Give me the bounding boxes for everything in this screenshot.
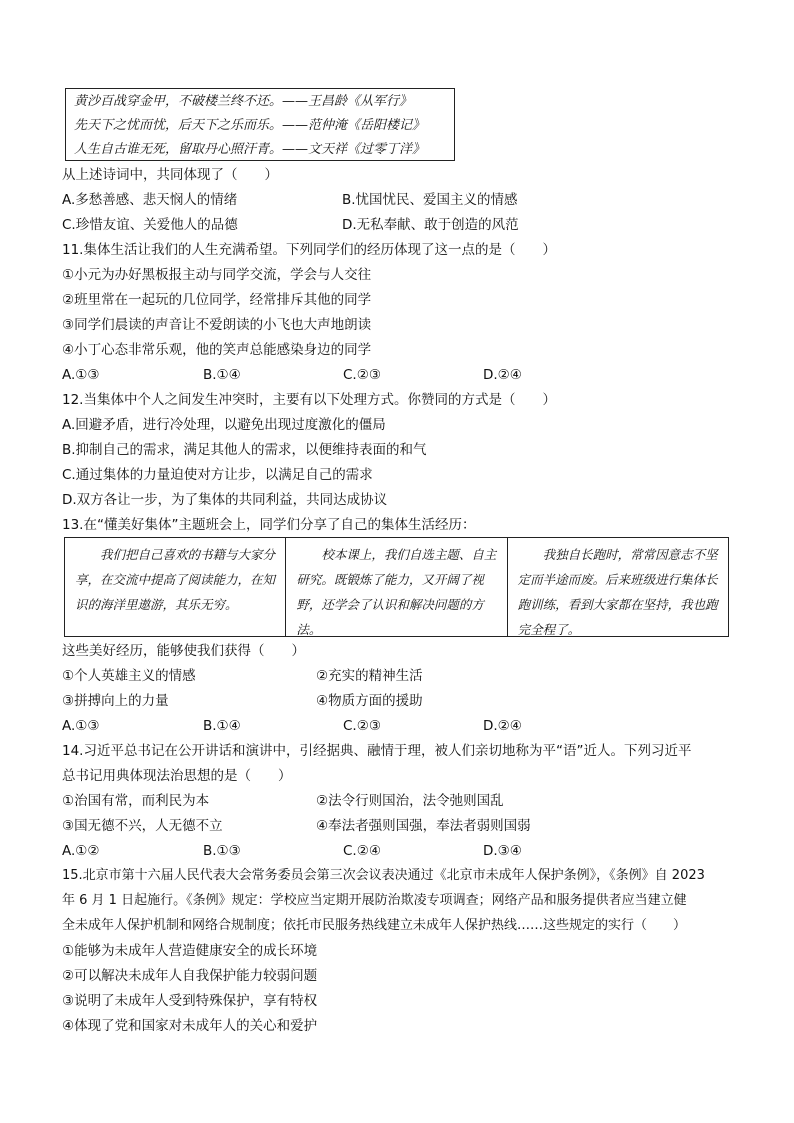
q11-option-b: B.①④: [203, 367, 241, 383]
experience-cell: 我们把自己喜欢的书籍与大家分享，在交流中提高了阅读能力，在知识的海洋里遨游，其乐无穷。: [65, 538, 286, 636]
q15-stem: 年 6 月 1 日起施行。《条例》规定：学校应当定期开展防治欺凌专项调查；网络产品和服务提供者应当建立健: [62, 893, 687, 908]
q13-stem: 13.在“懂美好集体”主题班会上，同学们分享了自己的集体生活经历：: [62, 517, 476, 533]
q12-stem: 12.当集体中个人之间发生冲突时，主要有以下处理方式。你赞同的方式是（ ）: [62, 392, 556, 408]
q15-item: ②可以解决未成年人自我保护能力较弱问题: [62, 968, 318, 984]
q14-option-d: D.③④: [483, 843, 522, 859]
q12-option-b: B.抑制自己的需求，满足其他人的需求，以便维持表面的和气: [62, 442, 427, 458]
poem-line: 黄沙百战穿金甲，不破楼兰终不还。——王昌龄《从军行》: [74, 94, 413, 109]
q14-stem: 14.习近平总书记在公开讲话和演讲中，引经据典、融情于理，被人们亲切地称为平“语”近人。下列习近平: [62, 743, 692, 759]
q13-item: ④物质方面的援助: [316, 693, 423, 709]
q13-option-b: B.①④: [203, 718, 241, 734]
q13-option-a: A.①③: [62, 718, 100, 734]
experience-table: [64, 537, 729, 637]
q13-item: ②充实的精神生活: [316, 668, 423, 684]
q14-item: ①治国有常，而利民为本: [62, 793, 210, 809]
q11-option-d: D.②④: [483, 367, 522, 383]
q10-option-d: D.无私奉献、敢于创造的风范: [342, 217, 519, 233]
q15-item: ③说明了未成年人受到特殊保护，享有特权: [62, 993, 318, 1009]
q10-option-c: C.珍惜友谊、关爱他人的品德: [62, 217, 238, 233]
q10-option-a: A.多愁善感、悲天悯人的情绪: [62, 192, 238, 208]
q14-option-c: C.②④: [343, 843, 381, 859]
q14-option-b: B.①③: [203, 843, 241, 859]
q11-item: ④小丁心态非常乐观，他的笑声总能感染身边的同学: [62, 342, 372, 358]
q14-item: ②法令行则国治，法令弛则国乱: [316, 793, 504, 809]
q14-option-a: A.①②: [62, 843, 100, 859]
poem-line: 人生自古谁无死，留取丹心照汗青。——文天祥《过零丁洋》: [74, 142, 426, 157]
q12-option-c: C.通过集体的力量迫使对方让步，以满足自己的需求: [62, 467, 373, 483]
q10-option-b: B.忧国忧民、爱国主义的情感: [342, 192, 518, 208]
q14-item: ④奉法者强则国强，奉法者弱则国弱: [316, 818, 531, 834]
q10-stem: 从上述诗词中，共同体现了（ ）: [62, 167, 278, 183]
q11-option-a: A.①③: [62, 367, 100, 383]
q14-item: ③国无德不兴，人无德不立: [62, 818, 223, 834]
q11-item: ②班里常在一起玩的几位同学，经常排斥其他的同学: [62, 292, 372, 308]
experience-cell: 我独自长跑时，常常因意志不坚定而半途而废。后来班级进行集体长跑训练，看到大家都在坚持，我也跑完全程了。: [517, 547, 718, 636]
q15-item: ④体现了党和国家对未成年人的关心和爱护: [62, 1018, 318, 1034]
q12-option-a: A.回避矛盾，进行冷处理，以避免出现过度激化的僵局: [62, 417, 386, 433]
q15-item: ①能够为未成年人营造健康安全的成长环境: [62, 943, 318, 959]
q11-stem: 11.集体生活让我们的人生充满希望。下列同学们的经历体现了这一点的是（ ）: [62, 242, 556, 258]
q15-stem: 全未成年人保护机制和网络合规制度；依托市民服务热线建立未成年人保护热线……这些规定的实行（ ）: [62, 918, 687, 933]
poem-line: 先天下之忧而忧，后天下之乐而乐。——范仲淹《岳阳楼记》: [74, 118, 426, 133]
q13-option-c: C.②③: [343, 718, 381, 734]
q13-option-d: D.②④: [483, 718, 522, 734]
q13-item: ③拼搏向上的力量: [62, 693, 169, 709]
q11-item: ①小元为办好黑板报主动与同学交流，学会与人交往: [62, 267, 372, 283]
q11-item: ③同学们晨读的声音让不爱朗读的小飞也大声地朗读: [62, 317, 372, 333]
q13-after: 这些美好经历，能够使我们获得（ ）: [62, 643, 305, 659]
q14-stem: 总书记用典体现法治思想的是（ ）: [62, 768, 292, 784]
experience-cell: 校本课上，我们自选主题、自主研究。既锻炼了能力，又开阔了视野，还学会了认识和解决问题的方法。: [286, 538, 507, 636]
q12-option-d: D.双方各让一步，为了集体的共同利益，共同达成协议: [62, 492, 388, 508]
q13-item: ①个人英雄主义的情感: [62, 668, 196, 684]
q15-stem: 15.北京市第十六届人民代表大会常务委员会第三次会议表决通过《北京市未成年人保护条例》，《条例》自 2023: [62, 868, 705, 883]
q11-option-c: C.②③: [343, 367, 381, 383]
poem-box: [65, 88, 455, 161]
